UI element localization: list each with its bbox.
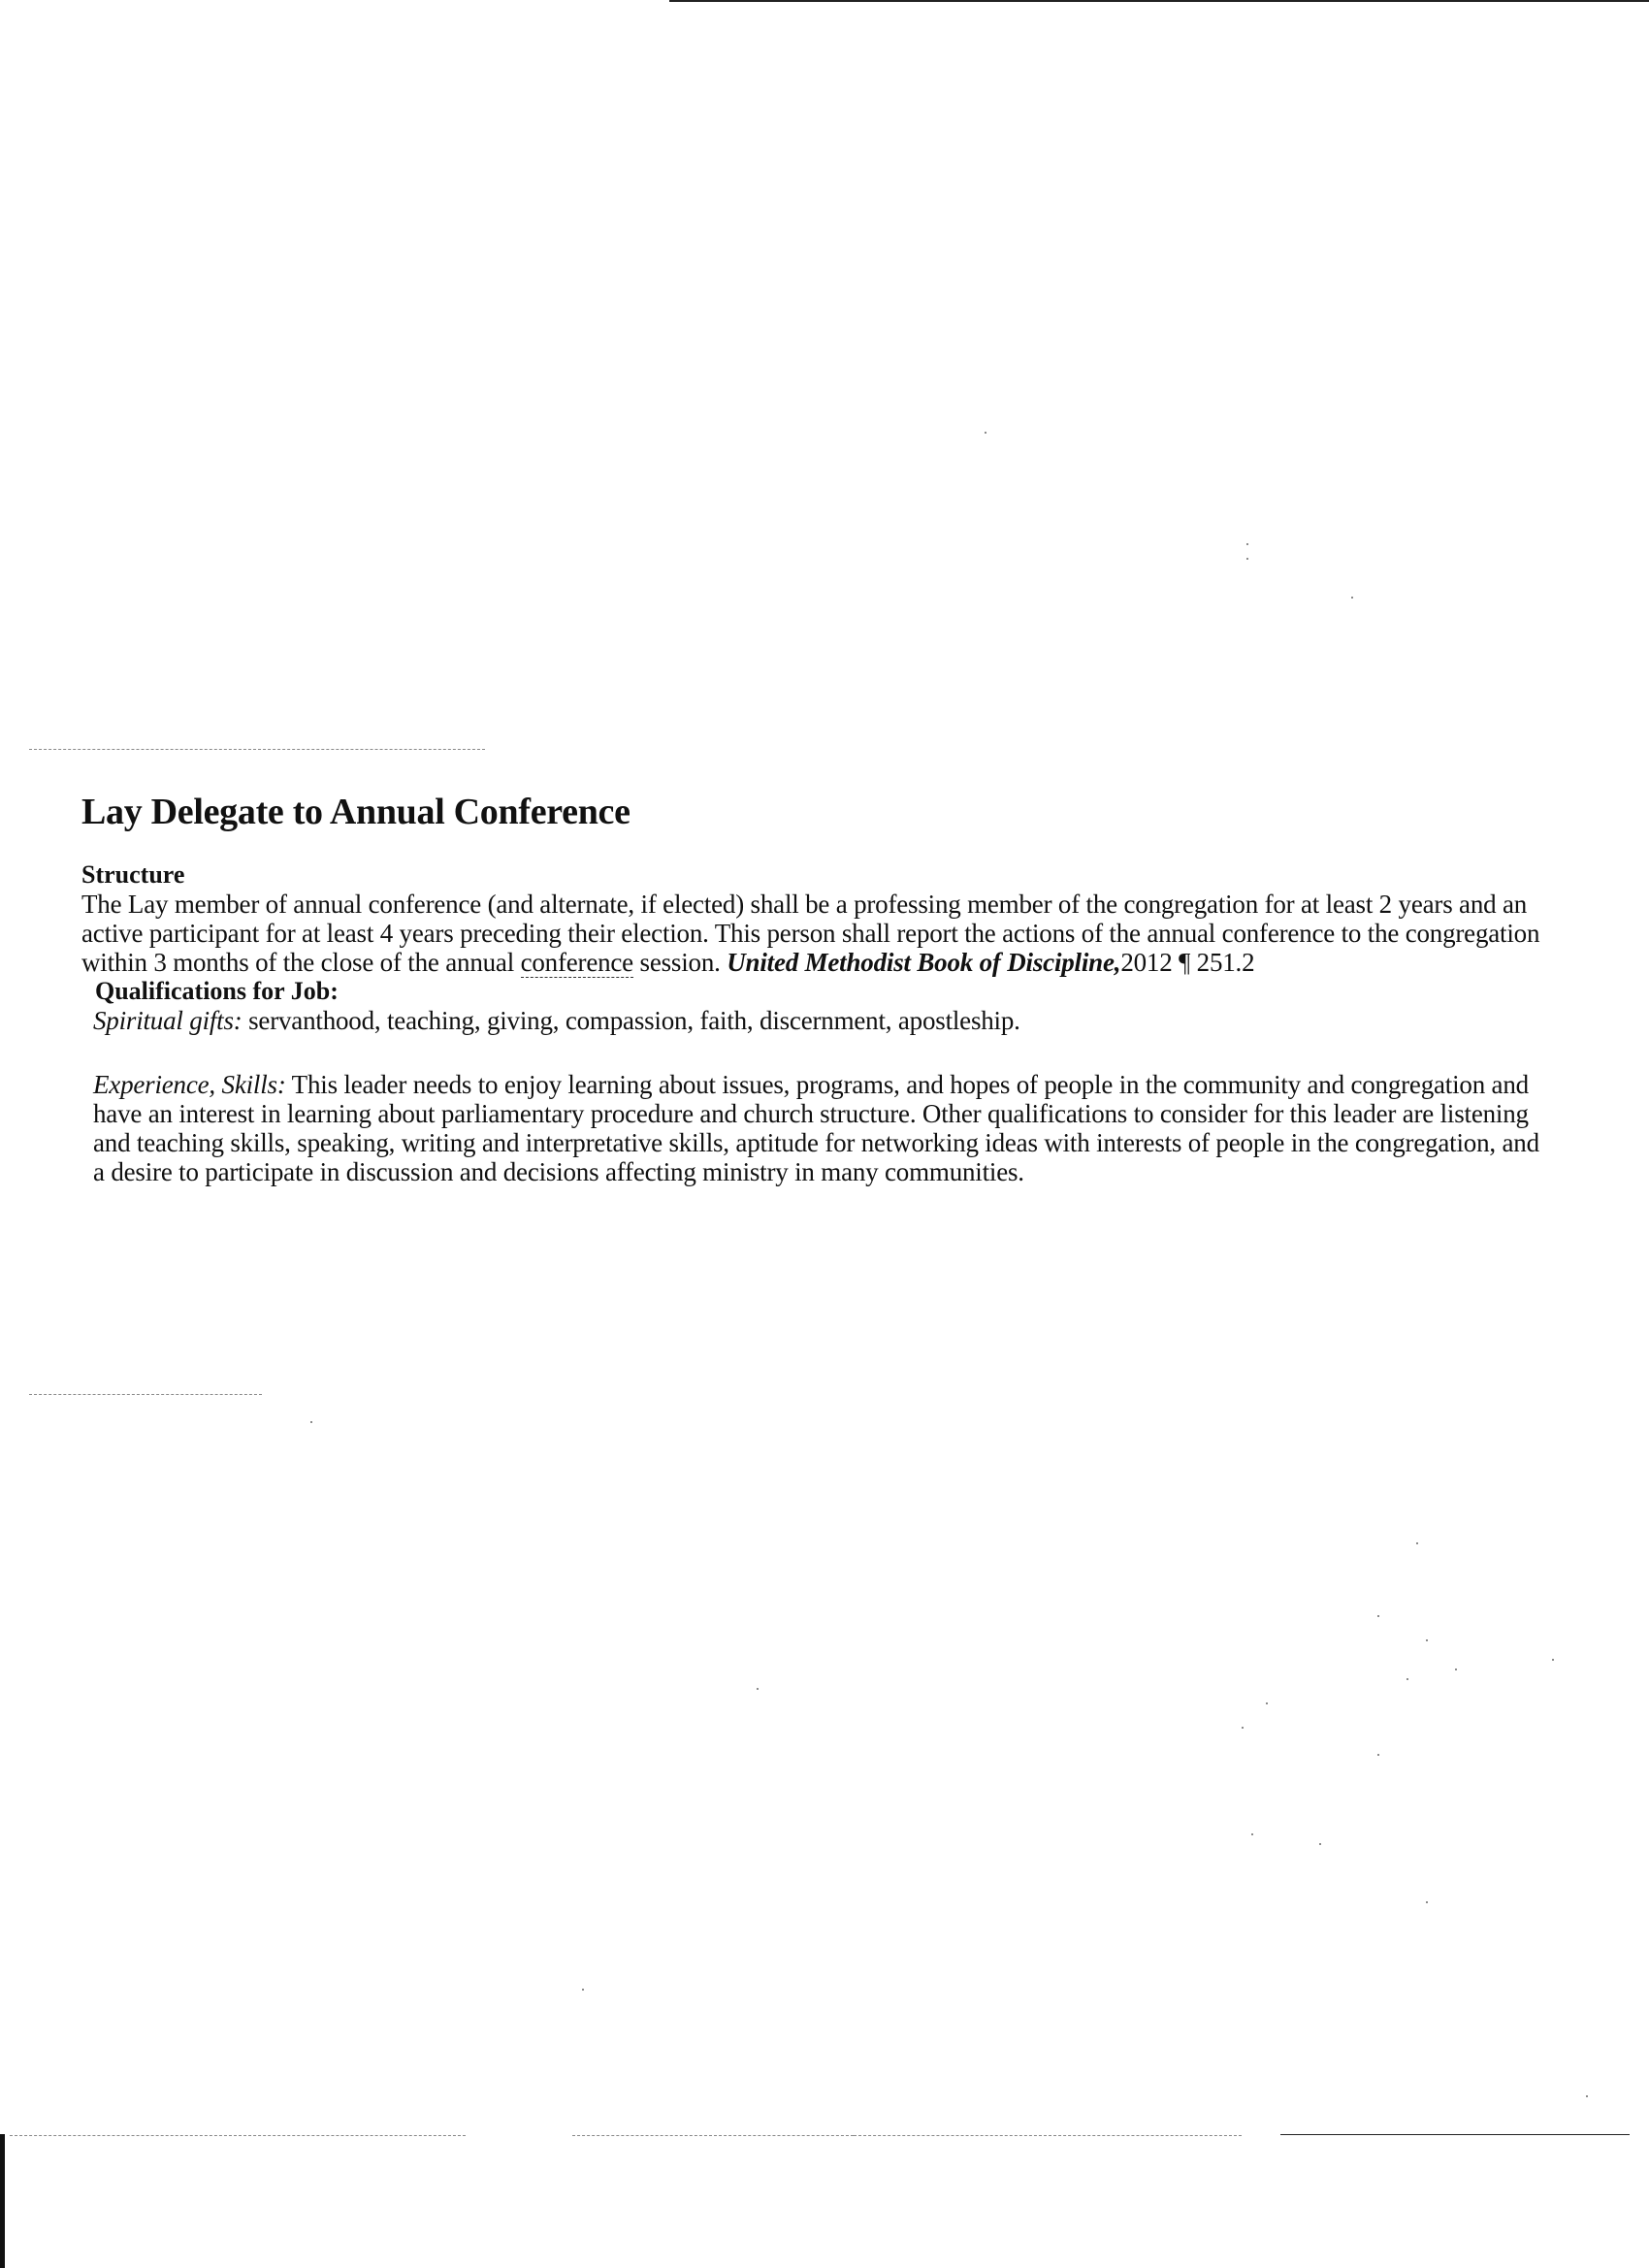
speck xyxy=(1406,1678,1408,1680)
scan-bottom-line xyxy=(1280,2134,1630,2135)
speck xyxy=(1377,1754,1379,1756)
scan-dash-upper xyxy=(29,749,485,750)
source-reference: 2012 ¶ 251.2 xyxy=(1120,948,1255,977)
structure-paragraph xyxy=(81,890,1556,977)
structure-text-tail: session. xyxy=(632,948,728,977)
structure-text: The Lay member of annual conference (and alternate, if elected) shall be a professing member of the congregation for at least 2 years and an active participant for at least 4 years preceding their election. This person shall report the actions of the annual conference to the congregation within 3 months of the close of the annual xyxy=(81,890,1540,977)
speck xyxy=(1246,543,1248,545)
speck xyxy=(757,1688,759,1690)
speck xyxy=(1246,558,1248,560)
experience-paragraph xyxy=(93,1070,1556,1186)
speck xyxy=(1416,1542,1418,1544)
structure-text-underlined: conference xyxy=(520,948,633,977)
document-title: Lay Delegate to Annual Conference xyxy=(81,792,630,832)
scan-dash-bottom-2 xyxy=(572,2135,854,2136)
scan-dash-bottom-3 xyxy=(854,2135,1242,2136)
qualifications-heading: Qualifications for Job: xyxy=(95,977,339,1005)
experience-text: This leader needs to enjoy learning about issues, programs, and hopes of people in the community and congregation and have an interest in learning about parliamentary procedure and church structure. Other qualifications to consider for this leader are listening and teaching skills, speaking, writing and interpretative skills, aptitude for networking ideas with interests of people in the congregation, and a desire to participate in discussion and decisions affecting ministry in many communities. xyxy=(93,1070,1539,1186)
speck xyxy=(1426,1639,1428,1641)
speck xyxy=(1552,1659,1554,1661)
speck xyxy=(1266,1702,1268,1704)
source-citation: United Methodist Book of Discipline, xyxy=(727,948,1121,977)
document-body xyxy=(81,791,1556,1186)
speck xyxy=(582,1989,584,1991)
speck xyxy=(1455,1669,1457,1670)
experience-label: Experience, Skills: xyxy=(93,1070,286,1099)
paragraph-spacer xyxy=(81,1035,1556,1070)
scan-top-edge-line xyxy=(669,0,1649,2)
speck xyxy=(1319,1843,1321,1845)
spiritual-gifts-text: servanthood, teaching, giving, compassion, faith, discernment, apostleship. xyxy=(242,1006,1020,1035)
speck xyxy=(1377,1615,1379,1617)
speck xyxy=(1426,1901,1428,1903)
scan-dash-bottom-1 xyxy=(10,2135,466,2136)
scan-left-edge xyxy=(0,2134,5,2268)
speck xyxy=(1351,597,1353,599)
scan-dash-lower xyxy=(29,1394,262,1395)
spiritual-gifts-label: Spiritual gifts: xyxy=(93,1006,242,1035)
speck xyxy=(1242,1727,1244,1729)
speck xyxy=(1251,1833,1253,1835)
spiritual-gifts-paragraph xyxy=(93,1006,1556,1035)
speck xyxy=(1586,2095,1588,2097)
speck xyxy=(985,432,986,434)
structure-heading: Structure xyxy=(81,860,185,889)
speck xyxy=(310,1421,312,1423)
